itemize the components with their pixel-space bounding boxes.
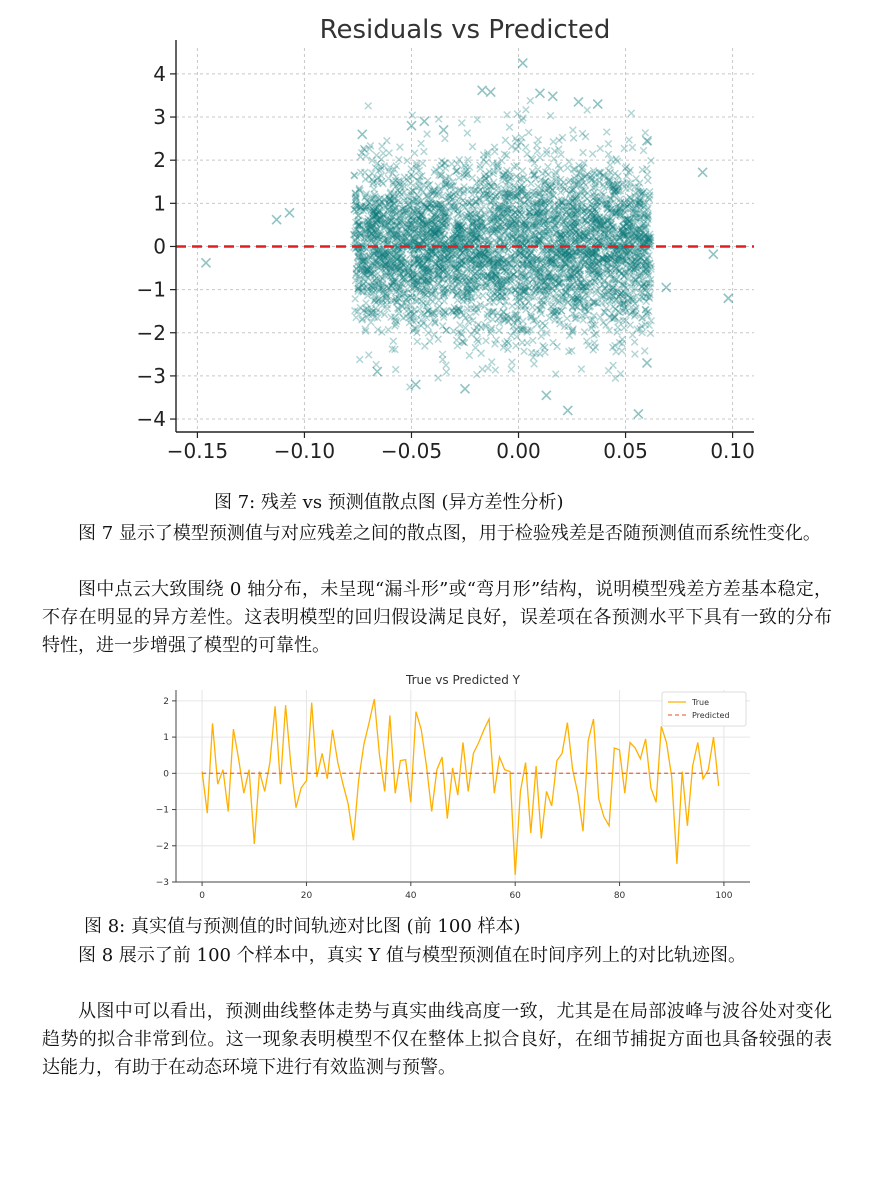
- scatter-point: [513, 342, 520, 349]
- scatter-point: [458, 120, 465, 127]
- scatter-point: [424, 131, 431, 138]
- scatter-point: [472, 344, 479, 351]
- scatter-point: [646, 188, 653, 195]
- scatter-point: [634, 409, 643, 418]
- scatter-point: [485, 365, 492, 372]
- scatter-point: [580, 149, 587, 156]
- scatter-point: [570, 135, 577, 142]
- y-tick-label: 1: [153, 191, 166, 216]
- chart-title: True vs Predicted Y: [406, 673, 520, 687]
- scatter-point: [358, 130, 367, 139]
- scatter-point: [435, 375, 442, 382]
- scatter-point: [386, 150, 393, 157]
- scatter-point: [201, 258, 210, 267]
- scatter-point: [605, 367, 612, 374]
- scatter-point: [619, 347, 626, 354]
- scatter-point: [642, 136, 651, 145]
- scatter-point: [579, 130, 586, 137]
- scatter-point: [619, 336, 626, 343]
- scatter-point: [380, 150, 387, 157]
- y-tick-label: −1: [155, 805, 169, 816]
- scatter-point: [448, 161, 455, 168]
- scatter-point: [574, 97, 583, 106]
- scatter-point: [698, 168, 707, 177]
- scatter-point: [420, 117, 429, 126]
- scatter-point: [502, 137, 509, 144]
- y-tick-label: −4: [136, 407, 166, 432]
- scatter-point: [563, 406, 572, 415]
- scatter-point: [542, 391, 551, 400]
- scatter-point: [640, 147, 647, 154]
- scatter-point: [353, 314, 360, 321]
- scatter-point: [357, 169, 364, 176]
- scatter-point: [407, 180, 414, 187]
- scatter-point: [439, 356, 446, 363]
- scatter-point: [365, 103, 372, 110]
- scatter-point: [631, 339, 638, 346]
- scatter-point: [487, 299, 494, 306]
- scatter-point: [535, 137, 542, 144]
- scatter-point: [461, 183, 468, 190]
- scatter-point: [365, 352, 372, 359]
- x-tick-label: 20: [300, 891, 313, 901]
- scatter-point: [508, 366, 515, 373]
- scatter-point: [709, 250, 718, 259]
- scatter-point: [523, 106, 530, 113]
- y-tick-label: −2: [136, 320, 166, 345]
- scatter-point: [378, 156, 385, 163]
- scatter-point: [641, 348, 648, 355]
- y-tick-label: 0: [153, 234, 166, 259]
- y-tick-label: −2: [155, 841, 169, 852]
- chart-legend: [662, 692, 746, 726]
- scatter-point: [724, 294, 733, 303]
- scatter-point: [436, 303, 443, 310]
- scatter-point: [589, 151, 596, 158]
- scatter-point: [363, 300, 370, 307]
- figure8-caption: 图 8: 真实值与预测值的时间轨迹对比图 (前 100 样本): [84, 916, 521, 937]
- x-tick-label: 100: [715, 891, 733, 901]
- y-tick-label: 3: [153, 105, 166, 130]
- scatter-point: [518, 59, 527, 68]
- scatter-point: [613, 156, 620, 163]
- y-tick-label: 2: [163, 696, 169, 707]
- scatter-point: [456, 174, 463, 181]
- scatter-point: [509, 359, 516, 366]
- scatter-point: [509, 303, 516, 310]
- scatter-point: [488, 359, 495, 366]
- y-tick-label: 2: [153, 148, 166, 173]
- scatter-point: [272, 215, 281, 224]
- scatter-point: [419, 160, 426, 167]
- scatter-point: [384, 137, 391, 144]
- paragraph-figure7-intro: 图 7 显示了模型预测值与对应残差之间的散点图，用于检验残差是否随预测值而系统性变化。: [78, 523, 821, 544]
- scatter-point: [584, 107, 591, 114]
- scatter-point: [564, 315, 571, 322]
- scatter-point: [478, 86, 487, 95]
- scatter-point: [633, 175, 640, 182]
- scatter-point: [564, 165, 571, 172]
- scatter-point: [581, 329, 588, 336]
- scatter-point: [647, 330, 654, 337]
- scatter-point: [519, 117, 526, 124]
- scatter-point: [566, 158, 573, 165]
- scatter-point: [613, 349, 620, 356]
- scatter-point: [559, 134, 566, 141]
- y-tick-label: −1: [136, 277, 166, 302]
- scatter-point: [478, 350, 485, 357]
- scatter-point: [483, 337, 490, 344]
- scatter-point: [642, 130, 649, 137]
- scatter-point: [597, 145, 604, 152]
- scatter-point: [407, 384, 414, 391]
- x-tick-label: −0.05: [380, 439, 443, 463]
- series-line-true: [202, 699, 719, 875]
- scatter-point: [461, 384, 470, 393]
- scatter-point: [527, 97, 534, 104]
- scatter-point: [351, 172, 358, 179]
- scatter-point: [593, 100, 602, 109]
- scatter-point: [414, 338, 421, 345]
- scatter-point: [547, 112, 554, 119]
- scatter-point: [443, 369, 450, 376]
- scatter-point: [491, 144, 498, 151]
- y-tick-label: −3: [155, 878, 169, 888]
- scatter-point: [442, 135, 449, 142]
- scatter-point: [392, 366, 399, 373]
- scatter-point: [545, 171, 552, 178]
- scatter-point: [496, 327, 503, 334]
- residuals-scatter-chart: [136, 8, 780, 470]
- scatter-point: [533, 142, 540, 149]
- scatter-point: [390, 338, 397, 345]
- scatter-point: [373, 367, 382, 376]
- scatter-point: [537, 154, 544, 161]
- scatter-point: [474, 371, 481, 378]
- scatter-point: [483, 171, 490, 178]
- scatter-point: [629, 144, 636, 151]
- scatter-point: [427, 338, 434, 345]
- scatter-point: [570, 127, 577, 134]
- scatter-point: [520, 115, 527, 122]
- scatter-point: [443, 362, 450, 369]
- scatter-point: [632, 351, 639, 358]
- x-tick-label: 40: [405, 891, 417, 901]
- scatter-point: [373, 361, 380, 368]
- scatter-point: [464, 130, 471, 137]
- scatter-point: [528, 349, 535, 356]
- scatter-point: [621, 145, 628, 152]
- scatter-point: [642, 358, 651, 367]
- scatter-point: [514, 111, 521, 118]
- scatter-point: [469, 143, 476, 150]
- scatter-point: [519, 168, 526, 175]
- scatter-point: [508, 332, 515, 339]
- scatter-point: [401, 174, 408, 181]
- scatter-point: [525, 129, 532, 136]
- x-tick-label: 0: [199, 891, 205, 901]
- scatter-point: [550, 138, 557, 145]
- scatter-point: [542, 349, 549, 356]
- scatter-point: [486, 88, 495, 97]
- scatter-point: [356, 356, 363, 363]
- scatter-point: [421, 148, 428, 155]
- paragraph-figure7-analysis: 图中点云大致围绕 0 轴分布，未呈现“漏斗形”或“弯月形”结构，说明模型残差方差基本稳定，不存在明显的异方差性。这表明模型的回归假设满足良好，误差项在各预测水平下具有一致的分布特性，进一步增强了模型的可靠性。: [42, 579, 832, 656]
- scatter-point: [411, 150, 418, 157]
- x-tick-label: 0.00: [496, 439, 541, 463]
- x-tick-label: 0.05: [603, 439, 648, 463]
- scatter-point: [591, 332, 598, 339]
- scatter-point: [439, 125, 448, 134]
- scatter-point: [397, 144, 404, 151]
- y-tick-label: −3: [136, 363, 166, 388]
- scatter-point: [645, 177, 652, 184]
- scatter-point: [435, 116, 442, 123]
- y-tick-label: 0: [163, 769, 169, 780]
- scatter-point: [535, 89, 544, 98]
- scatter-point: [603, 129, 610, 136]
- scatter-point: [662, 283, 671, 292]
- x-tick-label: −0.10: [273, 439, 336, 463]
- x-tick-label: 80: [613, 891, 626, 901]
- legend-label: True: [692, 698, 709, 707]
- scatter-point: [615, 324, 622, 331]
- scatter-point: [482, 280, 489, 287]
- scatter-point: [551, 155, 558, 162]
- scatter-point: [285, 208, 294, 217]
- scatter-points: [350, 97, 654, 390]
- scatter-point: [453, 337, 460, 344]
- x-tick-label: −0.15: [166, 439, 229, 463]
- scatter-point: [480, 292, 487, 299]
- y-tick-label: 1: [163, 733, 169, 744]
- chart-title: Residuals vs Predicted: [319, 15, 611, 45]
- y-tick-label: 4: [153, 61, 166, 86]
- scatter-point: [539, 320, 546, 327]
- x-tick-label: 0.10: [710, 439, 755, 463]
- scatter-point: [628, 110, 635, 117]
- scatter-point: [605, 140, 612, 147]
- scatter-point: [418, 140, 425, 147]
- scatter-point: [492, 367, 499, 374]
- paragraph-figure8-analysis: 从图中可以看出，预测曲线整体走势与真实曲线高度一致，尤其是在局部波峰与波谷处对变化趋势的拟合非常到位。这一现象表明模型不仅在整体上拟合良好，在细节捕捉方面也具备较强的表达能力，有助于在动态环境下进行有效监测与预警。: [42, 1001, 832, 1078]
- scatter-point: [548, 92, 557, 101]
- scatter-point: [506, 124, 513, 131]
- scatter-point: [521, 348, 528, 355]
- figure7-caption: 图 7: 残差 vs 预测值散点图 (异方差性分析): [214, 492, 564, 513]
- scatter-point: [396, 156, 403, 163]
- scatter-point: [352, 296, 359, 303]
- true-vs-predicted-line-chart: [140, 668, 760, 900]
- paragraph-figure8-intro: 图 8 展示了前 100 个样本中，真实 Y 值与模型预测值在时间序列上的对比轨迹图。: [78, 945, 747, 966]
- x-tick-label: 60: [509, 891, 521, 901]
- scatter-point: [466, 352, 473, 359]
- scatter-point: [578, 366, 585, 373]
- legend-label: Predicted: [692, 711, 730, 720]
- scatter-point: [648, 157, 655, 164]
- scatter-point: [385, 326, 392, 333]
- scatter-point: [626, 137, 633, 144]
- scatter-point: [489, 316, 496, 323]
- scatter-point: [540, 342, 547, 349]
- scatter-point: [531, 361, 538, 368]
- scatter-point: [554, 343, 561, 350]
- scatter-point: [614, 158, 621, 165]
